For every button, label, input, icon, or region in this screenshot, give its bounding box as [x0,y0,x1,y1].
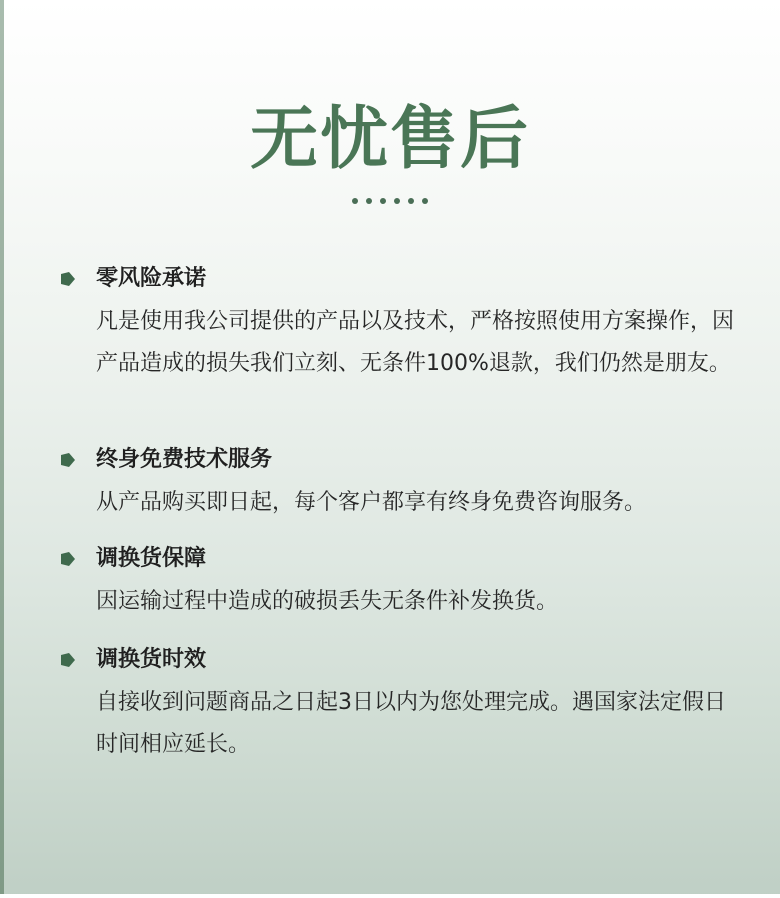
pentagon-bullet-icon [60,271,76,287]
section-heading: 调换货保障 [96,546,207,571]
section-heading-row [60,644,750,676]
section-heading-row [60,263,750,295]
section-heading-row [60,444,750,476]
section-exchange-timeliness [60,644,750,766]
section-exchange-guarantee [60,543,750,623]
bottom-edge-line [0,894,780,898]
section-body: 从产品购买即日起，每个客户都享有终身免费咨询服务。 [96,490,647,515]
section-zero-risk-promise [60,263,750,385]
pentagon-bullet-icon [60,652,76,668]
divider-dot [422,198,428,204]
section-heading: 调换货时效 [96,647,207,672]
section-body: 因运输过程中造成的破损丢失无条件补发换货。 [96,589,559,614]
divider-dot [408,198,414,204]
section-lifetime-tech-service [60,444,750,524]
title-divider-dots [0,198,780,204]
divider-dot [366,198,372,204]
page-title: 无忧售后 [249,100,530,179]
section-heading: 零风险承诺 [96,266,207,291]
section-body: 自接收到问题商品之日起3日以内为您处理完成。遇国家法定假日时间相应延长。 [96,690,726,757]
pentagon-bullet-icon [60,452,76,468]
divider-dot [394,198,400,204]
section-heading-row [60,543,750,575]
divider-dot [352,198,358,204]
section-heading: 终身免费技术服务 [96,447,273,472]
divider-dot [380,198,386,204]
section-body: 凡是使用我公司提供的产品以及技术，严格按照使用方案操作，因产品造成的损失我们立刻、无条件100%退款，我们仍然是朋友。 [96,309,735,376]
pentagon-bullet-icon [60,551,76,567]
